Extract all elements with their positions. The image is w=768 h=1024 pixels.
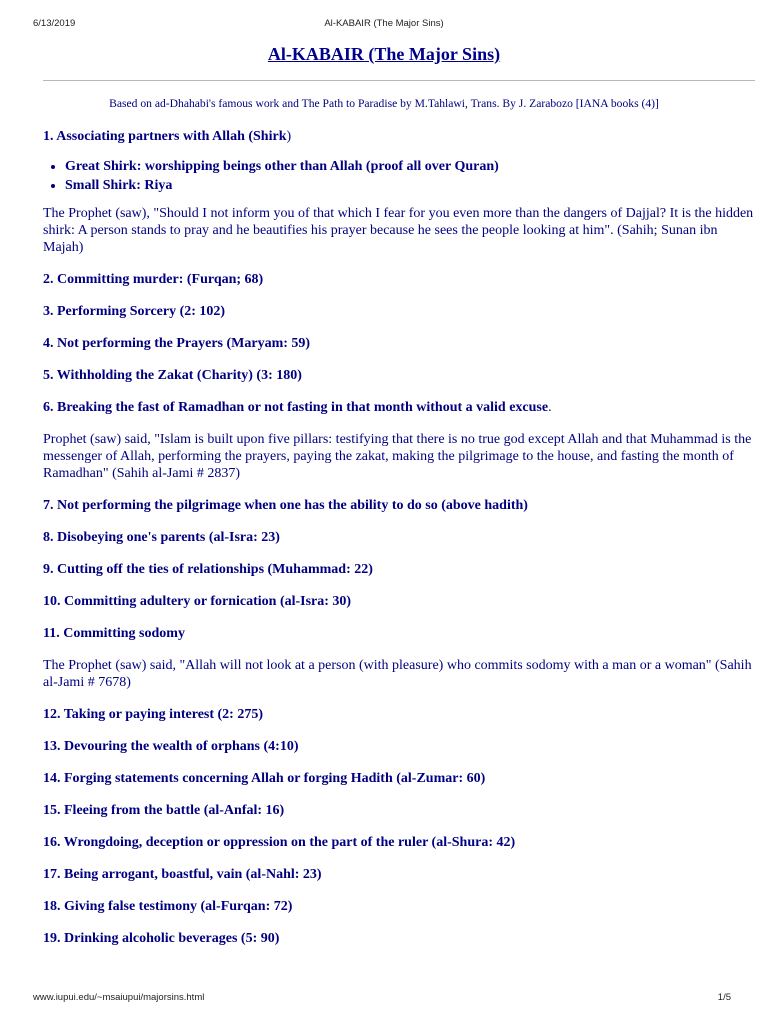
sins-list	[43, 128, 755, 962]
sin-heading: 13. Devouring the wealth of orphans (4:10)	[43, 739, 299, 754]
hadith-quote-shirk: The Prophet (saw), "Should I not inform you of that which I fear for you even more than the dangers of Dajjal? It is the hidden shirk: A person stands to pray and he beautifies his prayer because he sees the people looking at him". (Sahih; Sunan ibn Majah)	[43, 206, 754, 255]
sin-heading-6-text: 6. Breaking the fast of Ramadhan or not fasting in that month without a valid excuse	[43, 400, 549, 415]
sin-heading: 9. Cutting off the ties of relationships (Muhammad: 22)	[43, 562, 373, 577]
sin-heading: 19. Drinking alcoholic beverages (5: 90)	[43, 931, 280, 946]
sin-heading: 11. Committing sodomy	[43, 626, 185, 641]
sin-heading: 14. Forging statements concerning Allah or forging Hadith (al-Zumar: 60)	[43, 771, 486, 786]
list-item: • Small Shirk: Riya	[65, 177, 755, 194]
hadith-quote-pillars: Prophet (saw) said, "Islam is built upon five pillars: testifying that there is no true god except Allah and that Muhammad is the messenger of Allah, performing the prayers, paying the zakat, making the pilgrimage to the house, and fasting the month of Ramadhan" (Sahih al-Jami # 2837)	[43, 432, 752, 481]
sin-heading: 3. Performing Sorcery (2: 102)	[43, 304, 226, 319]
sin-heading: 4. Not performing the Prayers (Maryam: 59)	[43, 336, 311, 351]
page-number: 1/5	[717, 992, 731, 1003]
print-date: 6/13/2019	[33, 18, 76, 29]
sin-heading: 2. Committing murder: (Furqan; 68)	[43, 272, 264, 287]
page-title: Al-KABAIR (The Major Sins)	[267, 44, 501, 64]
title-divider	[43, 80, 755, 81]
sin-heading: 16. Wrongdoing, deception or oppression on the part of the ruler (al-Shura: 42)	[43, 835, 516, 850]
sin-heading: 15. Fleeing from the battle (al-Anfal: 16)	[43, 803, 285, 818]
sin-heading-6	[43, 399, 755, 416]
print-footer	[0, 992, 768, 1006]
print-page-title: Al-KABAIR (The Major Sins)	[324, 18, 444, 29]
sin-heading-1-text: 1. Associating partners with Allah (Shirk	[43, 129, 287, 144]
sin-heading-6-tail: .	[548, 400, 552, 415]
sin-heading-1-tail: )	[286, 129, 292, 144]
sin-heading: 10. Committing adultery or fornication (al-Isra: 30)	[43, 594, 352, 609]
source-note: Based on ad-Dhahabi's famous work and The Path to Paradise by M.Tahlawi, Trans. By J. Zarabozo [IANA books (4)]	[109, 97, 659, 110]
print-header	[0, 18, 768, 32]
hadith-quote-sodomy: The Prophet (saw) said, "Allah will not look at a person (with pleasure) who commits sodomy with a man or a woman" (Sahih al-Jami # 7678)	[43, 658, 752, 690]
sin-heading: 5. Withholding the Zakat (Charity) (3: 180)	[43, 368, 302, 383]
shirk-types-list	[43, 158, 755, 194]
sin-heading-1	[43, 128, 755, 145]
page-url: www.iupui.edu/~msaiupui/majorsins.html	[33, 992, 205, 1003]
sin-heading: 17. Being arrogant, boastful, vain (al-Nahl: 23)	[43, 867, 322, 882]
list-item: • Great Shirk: worshipping beings other than Allah (proof all over Quran)	[65, 158, 755, 175]
sin-heading: 12. Taking or paying interest (2: 275)	[43, 707, 264, 722]
sin-heading: 18. Giving false testimony (al-Furqan: 72)	[43, 899, 293, 914]
sin-heading: 7. Not performing the pilgrimage when one has the ability to do so (above hadith)	[43, 498, 528, 513]
sin-heading: 8. Disobeying one's parents (al-Isra: 23)	[43, 530, 280, 545]
